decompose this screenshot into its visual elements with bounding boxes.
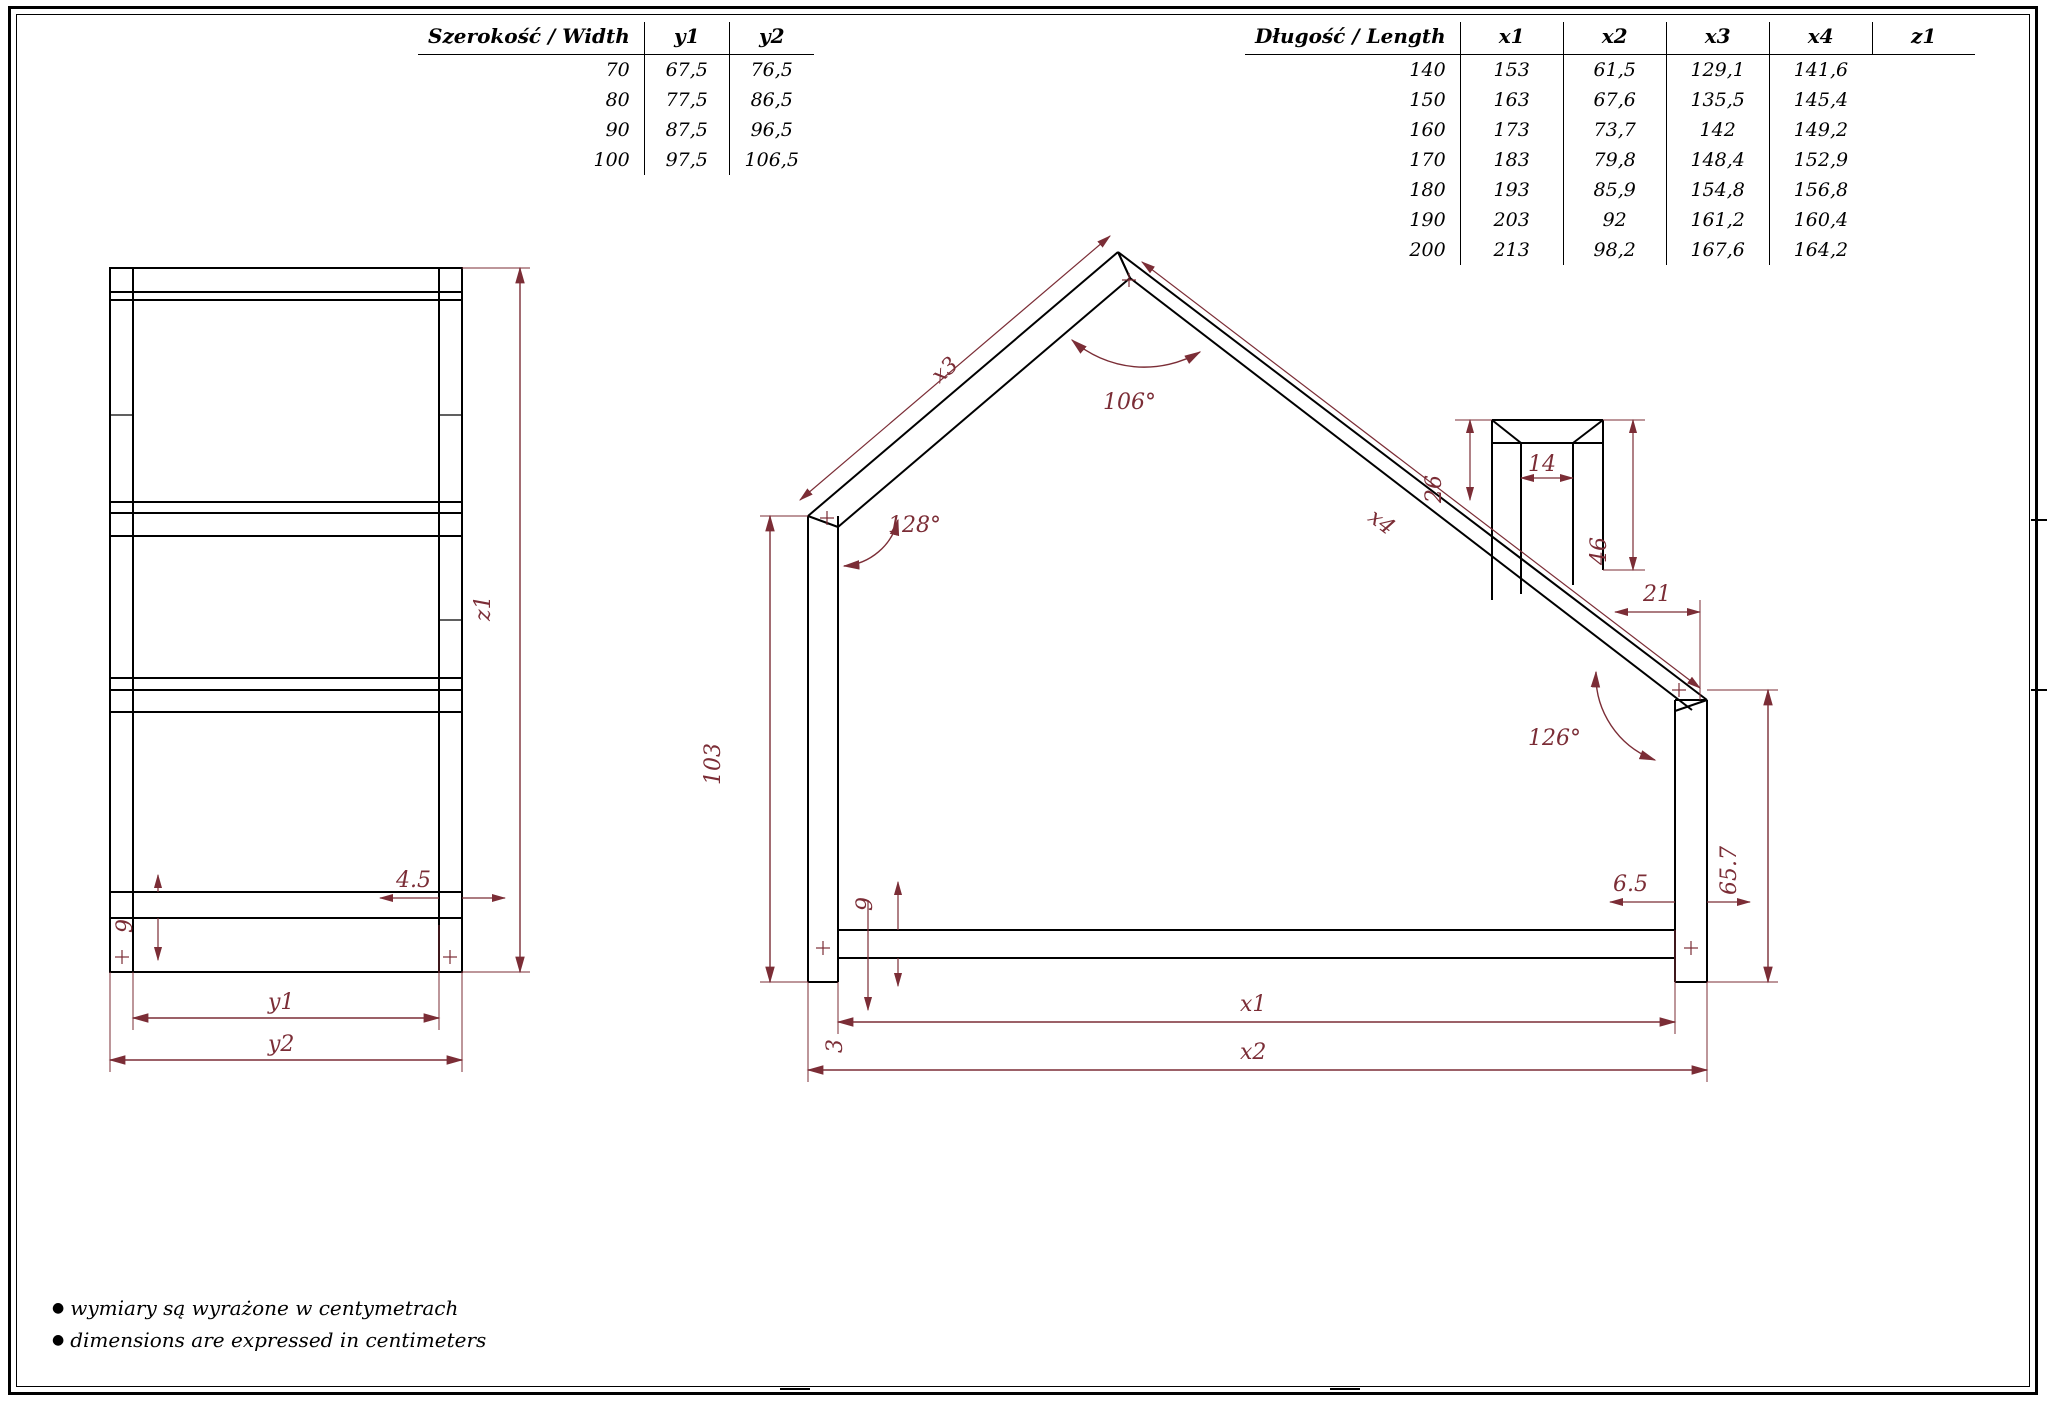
- dim-side-rail-height-label: 9: [853, 897, 878, 911]
- y2-cell: 106,5: [729, 145, 814, 175]
- length-cell: 160: [1245, 115, 1460, 145]
- y2-cell: 86,5: [729, 85, 814, 115]
- length-cell: 200: [1245, 235, 1460, 265]
- dim-x3-label: x3: [927, 352, 964, 389]
- dim-z1-label: z1: [471, 595, 496, 621]
- dim-y1-label: y1: [268, 990, 295, 1015]
- x2-cell: 98,2: [1563, 235, 1666, 265]
- dim-right-angle-label: 126°: [1528, 726, 1581, 751]
- z1-cell: 145,4: [1769, 85, 1872, 115]
- dim-right-post-height-label: 65.7: [1717, 846, 1742, 895]
- x2-cell: 61,5: [1563, 55, 1666, 86]
- y1-cell: 67,5: [644, 55, 729, 86]
- z1-cell: 164,2: [1769, 235, 1872, 265]
- note-en: ● dimensions are expressed in centimeters: [52, 1328, 487, 1352]
- x1-cell: 183: [1460, 145, 1563, 175]
- x2-cell: 67,6: [1563, 85, 1666, 115]
- x1-cell: 163: [1460, 85, 1563, 115]
- width-table-header-label: Szerokość / Width: [418, 22, 644, 55]
- notes-block: [52, 1292, 486, 1356]
- length-cell: 150: [1245, 85, 1460, 115]
- bullet-icon: ●: [52, 1332, 65, 1348]
- x2-cell: 92: [1563, 205, 1666, 235]
- z1-cell: 152,9: [1769, 145, 1872, 175]
- width-cell: 90: [418, 115, 644, 145]
- dim-base-gap-label: 3: [823, 1039, 848, 1053]
- length-cell: 170: [1245, 145, 1460, 175]
- dim-chimney-width-label: 14: [1528, 452, 1556, 477]
- y1-cell: 87,5: [644, 115, 729, 145]
- length-cell: 190: [1245, 205, 1460, 235]
- x1-cell: 213: [1460, 235, 1563, 265]
- x3-cell: 135,5: [1666, 85, 1769, 115]
- note-pl: ● wymiary są wyrażone w centymetrach: [52, 1296, 459, 1320]
- z1-cell: 160,4: [1769, 205, 1872, 235]
- x2-cell: 85,9: [1563, 175, 1666, 205]
- x3-cell: 142: [1666, 115, 1769, 145]
- width-cell: 70: [418, 55, 644, 86]
- length-table-header-z1: z1: [1872, 22, 1975, 55]
- x3-cell: 161,2: [1666, 205, 1769, 235]
- page-tick-marks: [780, 520, 2047, 1389]
- dim-x2-label: x2: [1240, 1040, 1267, 1065]
- front-view-geometry: [110, 268, 462, 972]
- x3-cell: 154,8: [1666, 175, 1769, 205]
- width-cell: 80: [418, 85, 644, 115]
- x2-cell: 73,7: [1563, 115, 1666, 145]
- dim-eave-21-label: 21: [1643, 582, 1671, 607]
- dim-right-post-width-label: 6.5: [1613, 872, 1648, 897]
- front-view-dimensions: [110, 268, 530, 1072]
- width-table-header-y1: y1: [644, 22, 729, 55]
- x3-cell: 167,6: [1666, 235, 1769, 265]
- x1-cell: 193: [1460, 175, 1563, 205]
- y2-cell: 96,5: [729, 115, 814, 145]
- dim-apex-angle-label: 106°: [1103, 390, 1156, 415]
- length-table-header-x2: x2: [1563, 22, 1666, 55]
- dim-height-103-label: 103: [701, 743, 726, 785]
- z1-cell: 149,2: [1769, 115, 1872, 145]
- dim-chimney-offset-label: 26: [1422, 475, 1447, 503]
- x1-cell: 203: [1460, 205, 1563, 235]
- dim-front-rail-height-label: 9: [113, 919, 138, 933]
- width-table-header-y2: y2: [729, 22, 814, 55]
- z1-cell: 156,8: [1769, 175, 1872, 205]
- dim-x1-label: x1: [1240, 992, 1267, 1017]
- length-table-header-label: Długość / Length: [1245, 22, 1460, 55]
- y2-cell: 76,5: [729, 55, 814, 86]
- y1-cell: 77,5: [644, 85, 729, 115]
- bullet-icon: ●: [52, 1300, 65, 1316]
- length-table-header-x4: x4: [1769, 22, 1872, 55]
- dim-chimney-height-label: 46: [1587, 537, 1612, 565]
- width-cell: 100: [418, 145, 644, 175]
- x2-cell: 79,8: [1563, 145, 1666, 175]
- length-cell: 180: [1245, 175, 1460, 205]
- dim-left-angle-label: 128°: [888, 513, 941, 538]
- x1-cell: 173: [1460, 115, 1563, 145]
- x1-cell: 153: [1460, 55, 1563, 86]
- dim-post-width-label: 4.5: [396, 868, 431, 893]
- z1-cell: 141,6: [1769, 55, 1872, 86]
- length-cell: 140: [1245, 55, 1460, 86]
- x3-cell: 129,1: [1666, 55, 1769, 86]
- dim-y2-label: y2: [268, 1032, 295, 1057]
- length-table-header-x1: x1: [1460, 22, 1563, 55]
- dim-x4-label: x4: [1363, 504, 1400, 541]
- y1-cell: 97,5: [644, 145, 729, 175]
- x3-cell: 148,4: [1666, 145, 1769, 175]
- length-table-header-x3: x3: [1666, 22, 1769, 55]
